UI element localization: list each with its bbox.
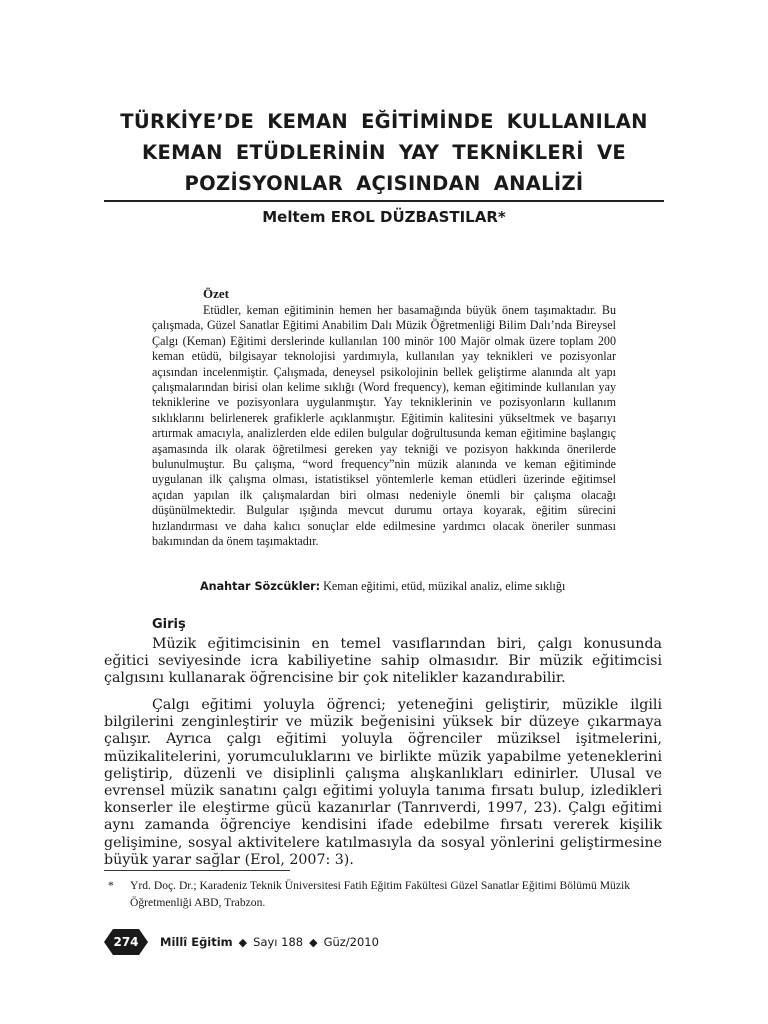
paragraph-text: Müzik eğitimcisinin en temel vasıflarından biri, çalgı konusunda eğitici seviyesinde icra kabiliyetine sahip olmasıdır. Bir müzik eğitimcisi çalgısını kullanarak öğrencisine bir çok nitelikler kazandırabilir. [104, 636, 662, 687]
title-line-1: TÜRKİYE’DE KEMAN EĞİTİMİNDE KULLANILAN [120, 110, 648, 133]
abstract-text: Etüdler, keman eğitiminin hemen her basamağında büyük önem taşımaktadır. Bu çalışmada, Güzel Sanatlar Eğitimi Anabilim Dalı Müzik Öğretmenliği Bilim Dalı’nda Bireysel Çalgı (Keman) Eğitimi derslerinde kullanılan 100 minör 100 Majör olmak üzere toplam 200 keman etüdü, bilgisayar teknolojisi yardımıyla, kullanılan yay teknikleri ve pozisyonlar açısından incelenmiştir. Çalışmada, deneysel psikolojinin bellek geliştirme alanında alt yapı çalışmalarından birisi olan kelime sıklığı (Word frequency), keman eğitiminde kullanılan yay tekniklerine ve pozisyonlara uygulanmıştır. Yay tekniklerinin ve pozisyonların kullanım sıklıklarını belirlenerek grafiklerle açıklanmıştır. Eğitimin kalitesini yükseltmek ve başarıyı artırmak amacıyla, analizlerden elde edilen bulgular doğrultusunda keman eğitimine başlangıç aşamasında ilk olarak öğretilmesi gereken yay tekniği ve pozisyon hakkında önerilerde bulunulmuştur. Bu çalışma, “word frequency”nin müzik alanında ve keman eğitiminde uygulanan ilk çalışma olması, istatistiksel yöntemlerle keman etüdleri üzerinde eğitimsel açıdan yapılan ilk çalışmalardan biri olması nedeniyle önemli bir çalışma olacağı düşünülmektedir. Bulgular ışığında mevcut durumu ortaya koyarak, eğitim sürecini hızlandırması ve daha kalıcı sonuçlar elde edilmesine yardımcı olacak öneriler sunması bakımından da önem taşımaktadır. [152, 303, 616, 549]
abstract [152, 303, 616, 550]
abstract-heading: Özet [203, 286, 229, 301]
keywords [200, 578, 620, 595]
journal-name: Millî Eğitim [160, 935, 233, 949]
separator-diamond-icon: ◆ [238, 935, 248, 949]
keywords-label: Anahtar Sözcükler: [200, 580, 321, 593]
footnote [104, 877, 664, 911]
paragraph-text: Çalgı eğitimi yoluyla öğrenci; yeteneğini geliştirir, müzikle ilgili bilgilerini zenginleştirir ve müzik beğenisini yüksek bir düzeye çıkarmaya çalışır. Ayrıca çalgı eğitimi yoluyla öğrenciler müziksel işitmelerini, müzikalitelerini, yorumculuklarını ve birlikte müzik yapabilme yeteneklerini geliştirip, düzenli ve disiplinli çalışma alışkanlıkları edinirler. Ulusal ve evrensel müzik sanatını çalgı eğitimi yoluyla tanıma fırsatı bulup, izledikleri konserler ile eleştirme gücü kazanırlar (Tanrıverdi, 1997, 23). Çalgı eğitimi aynı zamanda öğrenciye kendisini ifade edebilme fırsatı vererek kişilik gelişimine, sosyal aktivitelere katılmasıyla da sosyal yönlerini geliştirmesine büyük yarar sağlar (Erol, 2007: 3). [104, 697, 662, 868]
body-paragraph-2 [104, 697, 662, 869]
issue-season: Güz/2010 [323, 935, 379, 949]
title-line-2: KEMAN ETÜDLERİNİN YAY TEKNİKLERİ VE [142, 141, 626, 164]
body-paragraph-1 [104, 636, 662, 688]
page-footer [104, 929, 379, 955]
article-title [104, 106, 664, 199]
page-number: 274 [113, 935, 139, 949]
title-line-3: POZİSYONLAR AÇISINDAN ANALİZİ [184, 172, 584, 195]
footnote-mark: * [108, 879, 114, 892]
page-number-badge [104, 929, 148, 955]
author-name: Meltem EROL DÜZBASTILAR* [262, 208, 506, 226]
separator-diamond-icon: ◆ [309, 935, 318, 949]
footnote-divider [104, 870, 290, 871]
footnote-text: Yrd. Doç. Dr.; Karadeniz Teknik Üniversitesi Fatih Eğitim Fakültesi Güzel Sanatlar Eğitimi Bölümü Müzik Öğretmenliği ABD, Trabzon. [130, 879, 630, 909]
issue-number: Sayı 188 [253, 935, 304, 949]
section-heading: Giriş [152, 617, 186, 632]
keywords-list: Keman eğitimi, etüd, müzikal analiz, elime sıklığı [320, 579, 566, 593]
title-divider [104, 200, 664, 202]
